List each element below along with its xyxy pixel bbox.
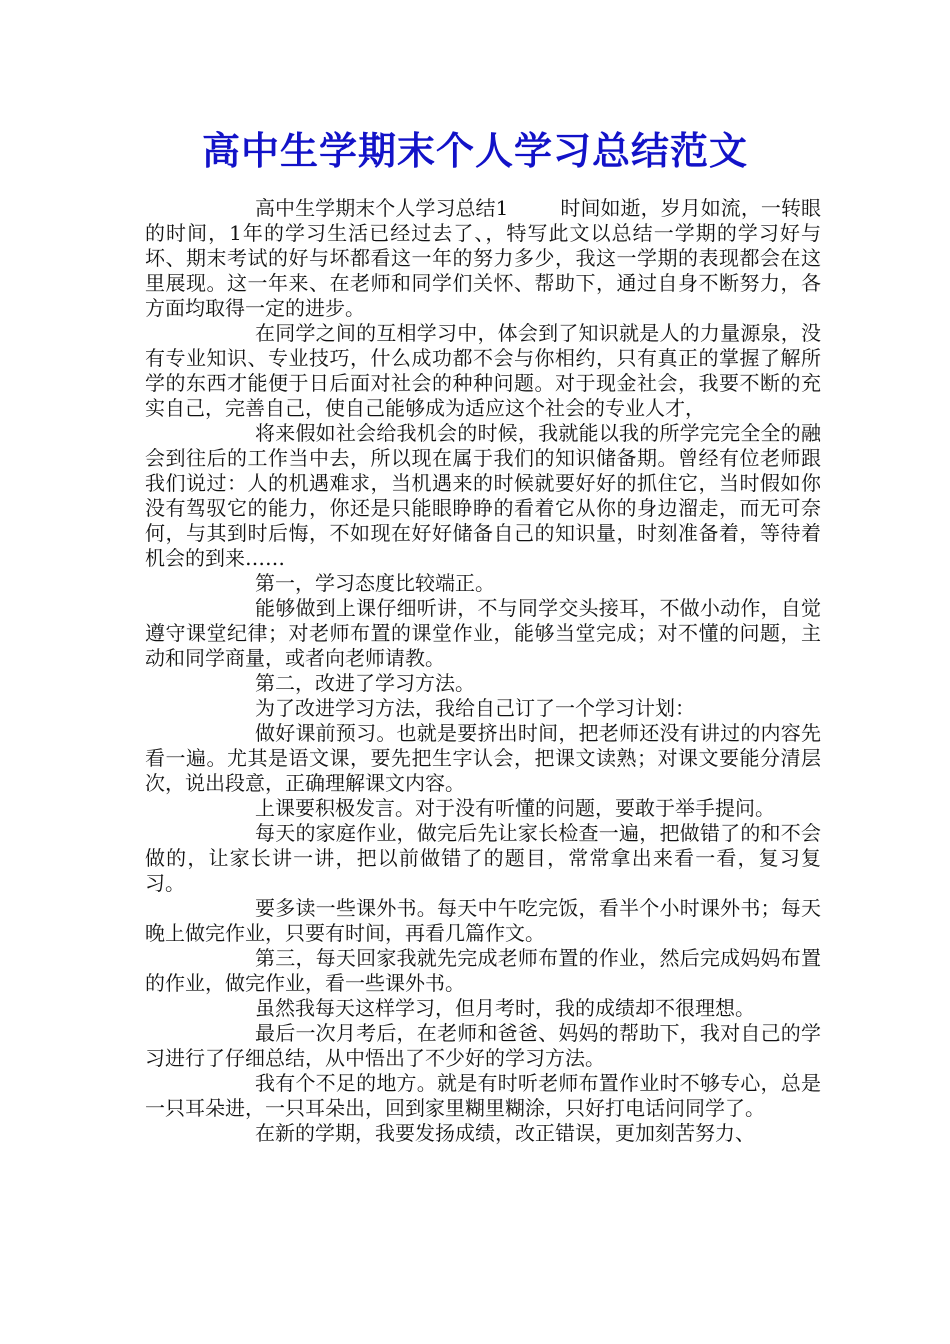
paragraph-1-text: 时间如逝，岁月如流，一转眼的时间，1年的学习生活已经过去了、，特写此文以总结一学期的学习好与坏、期末考试的好与坏都看这一年的努力多少，我这一学期的表现都会在这里展现。这一年来、在老师和同学们关怀、帮助下，通过自身不断努力，各方面均取得一定的进步。: [145, 196, 822, 320]
paragraph-6: 第二，改进了学习方法。: [255, 671, 475, 695]
paragraph-12: 第三，每天回家我就先完成老师布置的作业，然后完成妈妈布置的作业，做完作业，看一些课外书。: [145, 946, 821, 995]
intro-heading: 高中生学期末个人学习总结1: [255, 196, 509, 220]
paragraph-13: 虽然我每天这样学习，但月考时，我的成绩却不很理想。: [255, 996, 755, 1020]
paragraph-9: 上课要积极发言。对于没有听懂的问题，要敢于举手提问。: [255, 796, 775, 820]
paragraph-4: 第一，学习态度比较端正。: [255, 571, 495, 595]
paragraph-7: 为了改进学习方法，我给自己订了一个学习计划：: [255, 696, 695, 720]
paragraph-11: 要多读一些课外书。每天中午吃完饭，看半个小时课外书；每天晚上做完作业，只要有时间，再看几篇作文。: [145, 896, 821, 945]
paragraph-16: 在新的学期，我要发扬成绩，改正错误，更加刻苦努力、: [255, 1121, 755, 1145]
paragraph-10: 每天的家庭作业，做完后先让家长检查一遍，把做错了的和不会做的，让家长讲一讲，把以前做错了的题目，常常拿出来看一看，复习复习。: [145, 821, 821, 895]
paragraph-5: 能够做到上课仔细听讲，不与同学交头接耳，不做小动作，自觉遵守课堂纪律；对老师布置的课堂作业，能够当堂完成；对不懂的问题，主动和同学商量，或者向老师请教。: [145, 596, 821, 670]
paragraph-3: 将来假如社会给我机会的时候，我就能以我的所学完完全全的融会到往后的工作当中去，所以现在属于我们的知识储备期。曾经有位老师跟我们说过：人的机遇难求，当机遇来的时候就要好好的抓住它，当时假如你没有驾驭它的能力，你还是只能眼睁睁的看着它从你的身边溜走，而无可奈何，与其到时后悔，不如现在好好储备自己的知识量，时刻准备着，等待着机会的到来……: [145, 421, 821, 570]
paragraph-15: 我有个不足的地方。就是有时听老师布置作业时不够专心，总是一只耳朵进，一只耳朵出，回到家里糊里糊涂，只好打电话问同学了。: [145, 1071, 821, 1120]
paragraph-2: 在同学之间的互相学习中，体会到了知识就是人的力量源泉，没有专业知识、专业技巧，什么成功都不会与你相约，只有真正的掌握了解所学的东西才能便于日后面对社会的种种问题。对于现金社会，我要不断的充实自己，完善自己，使自己能够成为适应这个社会的专业人才，: [145, 321, 821, 420]
paragraph-1: [145, 196, 821, 321]
document-body: [145, 196, 821, 1146]
document-title: 高中生学期末个人学习总结范文: [201, 128, 748, 173]
paragraph-8: 做好课前预习。也就是要挤出时间，把老师还没有讲过的内容先看一遍。尤其是语文课，要先把生字认会，把课文读熟；对课文要能分清层次，说出段意，正确理解课文内容。: [145, 721, 821, 795]
paragraph-14: 最后一次月考后，在老师和爸爸、妈妈的帮助下，我对自己的学习进行了仔细总结，从中悟出了不少好的学习方法。: [145, 1021, 821, 1070]
